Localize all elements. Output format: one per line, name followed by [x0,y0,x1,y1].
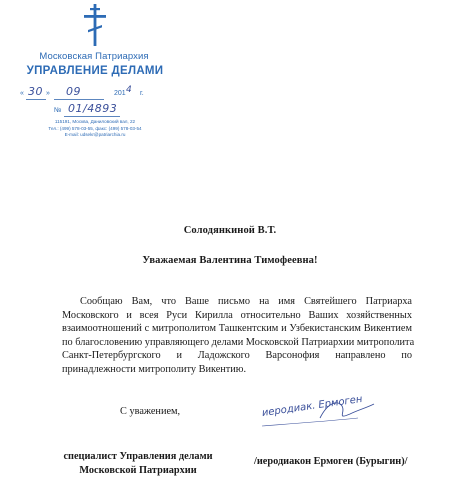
ref-number-label: № [54,107,62,114]
signer-title-line: Московской Патриархии [79,465,197,476]
org-name-line1: Московская Патриархия [39,51,149,62]
org-name-line2: УПРАВЛЕНИЕ ДЕЛАМИ [26,65,164,77]
body-line: по благословению управляющего делами Московской Патриархии митрополита [62,336,415,348]
body-line: Московского и всея Руси Кирилла относительно Ваших хозяйственных [62,309,412,321]
signer-name: /иеродиакон Ермоген (Бурыгин)/ [254,456,408,467]
body-line: взаимоотношений с митрополитом Ташкентским и Узбекистанским Викентием [62,323,412,335]
date-day: 30 [28,85,43,98]
handwritten-signature: иеродиак. Ермоген [261,393,364,419]
body-line: Сообщаю Вам, что Ваше письмо на имя Святейшего Патриарха [80,296,412,307]
date-suffix: г. [140,90,144,97]
body-line: принадлежности митрополиту Викентию. [62,363,247,375]
date-open-quote: « [20,90,24,97]
signer-title [48,450,228,478]
ref-number: 01/4893 [68,102,118,115]
orthodox-cross-icon [83,4,107,46]
date-year-prefix: 201 [114,90,126,97]
date-close-quote: » [46,90,50,97]
date-year-suffix: 4 [126,85,133,95]
closing-phrase: С уважением, [120,406,181,417]
phone-line: Тел.: (499) 578-03-55, факс: (499) 578-03-54 [48,125,142,131]
body-line: Санкт-Петербургского и Ладожского Варсонофия направлено по [62,350,412,362]
date-month: 09 [66,85,81,98]
signer-title-line: специалист Управления делами [63,451,213,462]
signature-flourish-icon [258,393,378,436]
greeting: Уважаемая Валентина Тимофеевна! [142,255,318,266]
email-line: E-mail: udsekr@patriarchia.ru [64,132,126,137]
address-line: 115191, Москва, Даниловский вал, 22 [54,119,136,124]
recipient-name: Солодянкиной В.Т. [183,225,277,236]
letter-body [62,295,415,377]
letterhead-address [20,119,170,139]
